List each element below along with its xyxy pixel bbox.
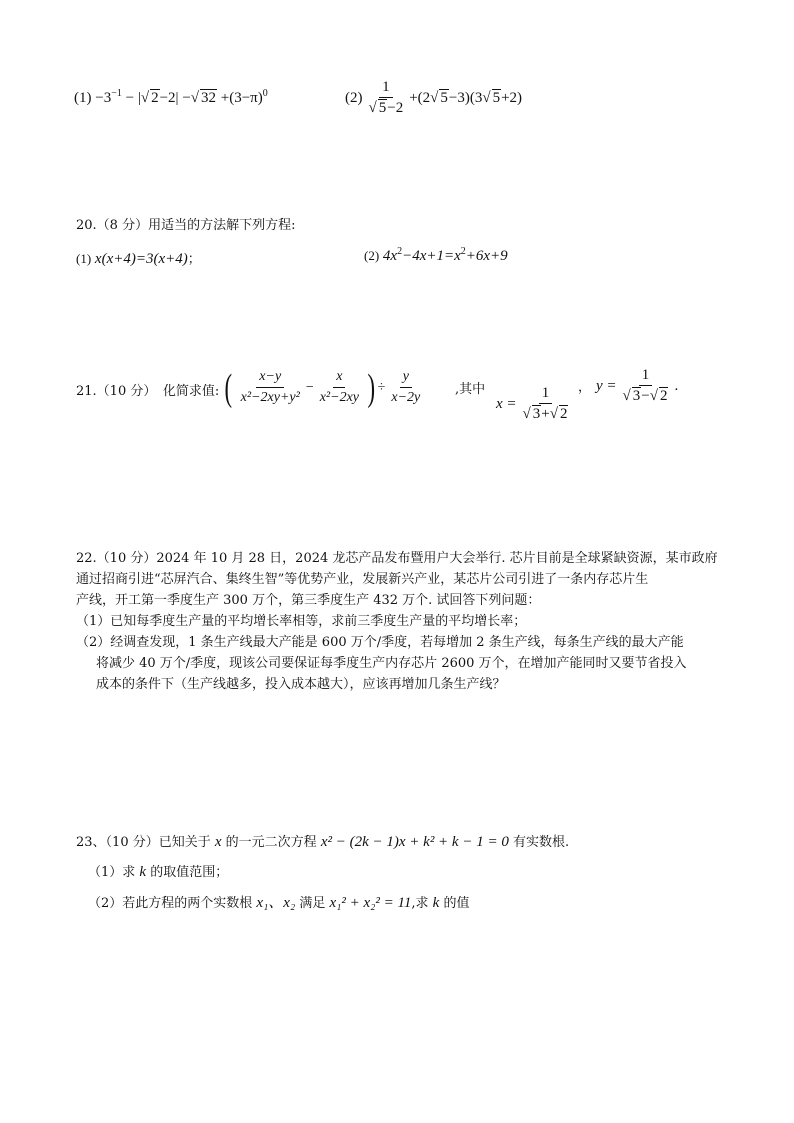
q19-p1-rad1: 2: [151, 90, 159, 106]
q21-paren-open: (: [224, 366, 233, 409]
q20-p1-label: (1): [76, 251, 92, 266]
q21-x-num: 1: [539, 384, 553, 404]
q21-cond-prefix: ,其中: [455, 382, 486, 397]
q21-frac1: [238, 368, 303, 407]
q19-p2-sqrt-a: √: [430, 89, 439, 106]
q21-frac2-den: x²−2xy: [319, 390, 360, 405]
q19-p2-mid: +(2: [409, 89, 431, 106]
q23-sub2-c: ,求: [411, 896, 429, 911]
q22-sub2-line2: 将减少 40 万个/季度，现该公司要保证每季度生产内存芯片 2600 万个，在增加产能同时又要节省投入: [96, 656, 687, 671]
q19-p2-mid2: −3)(3: [448, 89, 483, 106]
q23-var-k: k: [139, 864, 147, 880]
q23-sub1-a: （1）求: [88, 865, 136, 880]
q19-p2-den: √ 5−2: [368, 100, 404, 116]
q23-sub1: [88, 862, 228, 883]
q19-p1-sqrt-sign2: √: [190, 90, 200, 106]
q19-p1-minus2: −: [182, 90, 191, 106]
q23-var-k2: k: [432, 895, 440, 911]
q19-p2-num: 1: [379, 78, 393, 98]
q20-part2: [364, 246, 508, 266]
q21-y-value: [596, 366, 678, 405]
q23-heading-c: 有实数根.: [512, 835, 570, 850]
q21-divide: ÷: [377, 379, 386, 395]
q22-sub1: （1）已知每季度生产量的平均增长率相等，求前三季度生产量的平均增长率；: [76, 614, 527, 629]
q21-y-frac: [620, 366, 672, 405]
q21-x-den: √ 3+√ 2: [522, 406, 568, 422]
q21-paren-close: ): [367, 366, 376, 409]
q22-sub2-line1: （2）经调查发现，1 条生产线最大产能是 600 万个/季度，若每增加 2 条生产线，每条生产线的最大产能: [76, 635, 684, 650]
q21-frac3-num: y: [400, 368, 412, 388]
q20-p2-expr-c: +6x+9: [465, 248, 508, 264]
q23-equation: x² − (2k − 1)x + k² + k − 1 = 0: [320, 834, 509, 850]
q23-sub2-a: （2）若此方程的两个实数根: [88, 896, 253, 911]
q21-comma: ，: [578, 380, 592, 395]
q19-part2: [345, 78, 522, 117]
q23-heading-a: 23、（10 分）已知关于: [76, 835, 211, 850]
q19-p2-label: (2): [345, 89, 363, 106]
q19-p2-end: +2): [501, 89, 523, 106]
q19-p1-sqrt-sign: √: [140, 90, 150, 106]
q21-frac2: [317, 368, 362, 407]
q20-p2-sq2: 2: [460, 246, 466, 257]
q23-condition: x₁² + x₂² = 11: [329, 895, 412, 911]
q20-p1-end: ；: [187, 251, 201, 266]
q23-sub2-b: 满足: [299, 896, 326, 911]
q21-heading: 21.（10 分） 化简求值:: [76, 384, 220, 399]
q22-sub2-line3: 成本的条件下（生产线越多，投入成本越大），应该再增加几条生产线？: [96, 677, 506, 692]
q19-p2-fraction: [366, 78, 407, 117]
q21-frac3-den: x−2y: [391, 390, 421, 405]
q21-x-value: [496, 384, 574, 423]
q20-part1: [76, 249, 201, 269]
q20-p2-expr-b: −4x+1=x: [402, 248, 461, 264]
q19-p1-abs-open: |: [137, 90, 141, 106]
q19-p1-tail: +(3−π): [220, 90, 263, 106]
q20-p2-label: (2): [364, 248, 380, 263]
q21-x-den-b: 2: [559, 406, 568, 422]
q20-heading: 20.（8 分）用适当的方法解下列方程:: [76, 218, 296, 233]
q23-sub2: [88, 893, 469, 914]
q19-p1-abs-close: |: [175, 90, 179, 106]
q19-p1-minus: −: [125, 90, 135, 106]
q19-p2-den-rad: 5: [378, 100, 387, 116]
q19-p1-rad2: 32: [201, 90, 217, 106]
q19-part1: [74, 88, 268, 108]
q23-sub2-d: 的值: [443, 896, 470, 911]
q19-p1-label: (1): [74, 90, 92, 106]
q21-x-den-a: 3: [532, 406, 541, 422]
q21-y-den-b: 2: [659, 388, 668, 404]
q22-line3: 产线，开工第一季度生产 300 万个，第三季度生产 432 万个. 试回答下列问题：: [76, 593, 541, 608]
q21-period: .: [674, 377, 679, 394]
q19-p1-exp-a: −1: [111, 88, 122, 99]
q21-expression: [222, 368, 426, 407]
q20-p2-sq1: 2: [397, 246, 403, 257]
q21-frac1-den: x²−2xy+y²: [240, 390, 300, 405]
q19-p1-term-a: −3: [95, 90, 112, 106]
q23-roots: x₁、x₂: [256, 895, 296, 911]
q21-x-eq: x =: [496, 395, 517, 412]
q23-var-x: x: [214, 834, 222, 850]
q21-y-den-a: 3: [632, 388, 641, 404]
q19-p1-tail-exp: 0: [262, 88, 268, 99]
q19-p2-rad-a: 5: [440, 90, 448, 106]
q23-heading-b: 的一元二次方程: [225, 835, 317, 850]
q21-x-frac: [520, 384, 572, 423]
q20-p1-expr: x(x+4)=3(x+4): [94, 251, 188, 267]
q19-p2-rad-b: 5: [492, 90, 501, 106]
q19-p2-den-tail: −2: [387, 100, 404, 116]
q20-p2-expr-a: 4x: [382, 248, 398, 264]
q21-y-den: √ 3−√ 2: [622, 388, 668, 404]
q21-frac1-num: x−y: [256, 368, 284, 388]
q22-line2: 通过招商引进“芯屏汽合、集终生智”等优势产业，发展新兴产业，某芯片公司引进了一条内存芯片生: [76, 572, 649, 587]
q21-y-num: 1: [639, 366, 653, 386]
q22-line1: 22.（10 分）2024 年 10 月 28 日，2024 龙芯产品发布暨用户大会举行. 芯片目前是全球紧缺资源，某市政府: [76, 551, 718, 566]
q23-heading: [76, 832, 569, 853]
q19-p1-abs-mid: −2: [159, 90, 176, 106]
q21-minus: −: [305, 379, 314, 395]
q23-sub1-b: 的取值范围；: [150, 865, 229, 880]
q19-p2-sqrt-b: √: [482, 89, 491, 106]
q21-frac2-num: x: [333, 368, 345, 388]
q21-frac3: [388, 368, 423, 407]
q21-y-eq: y =: [596, 377, 617, 394]
